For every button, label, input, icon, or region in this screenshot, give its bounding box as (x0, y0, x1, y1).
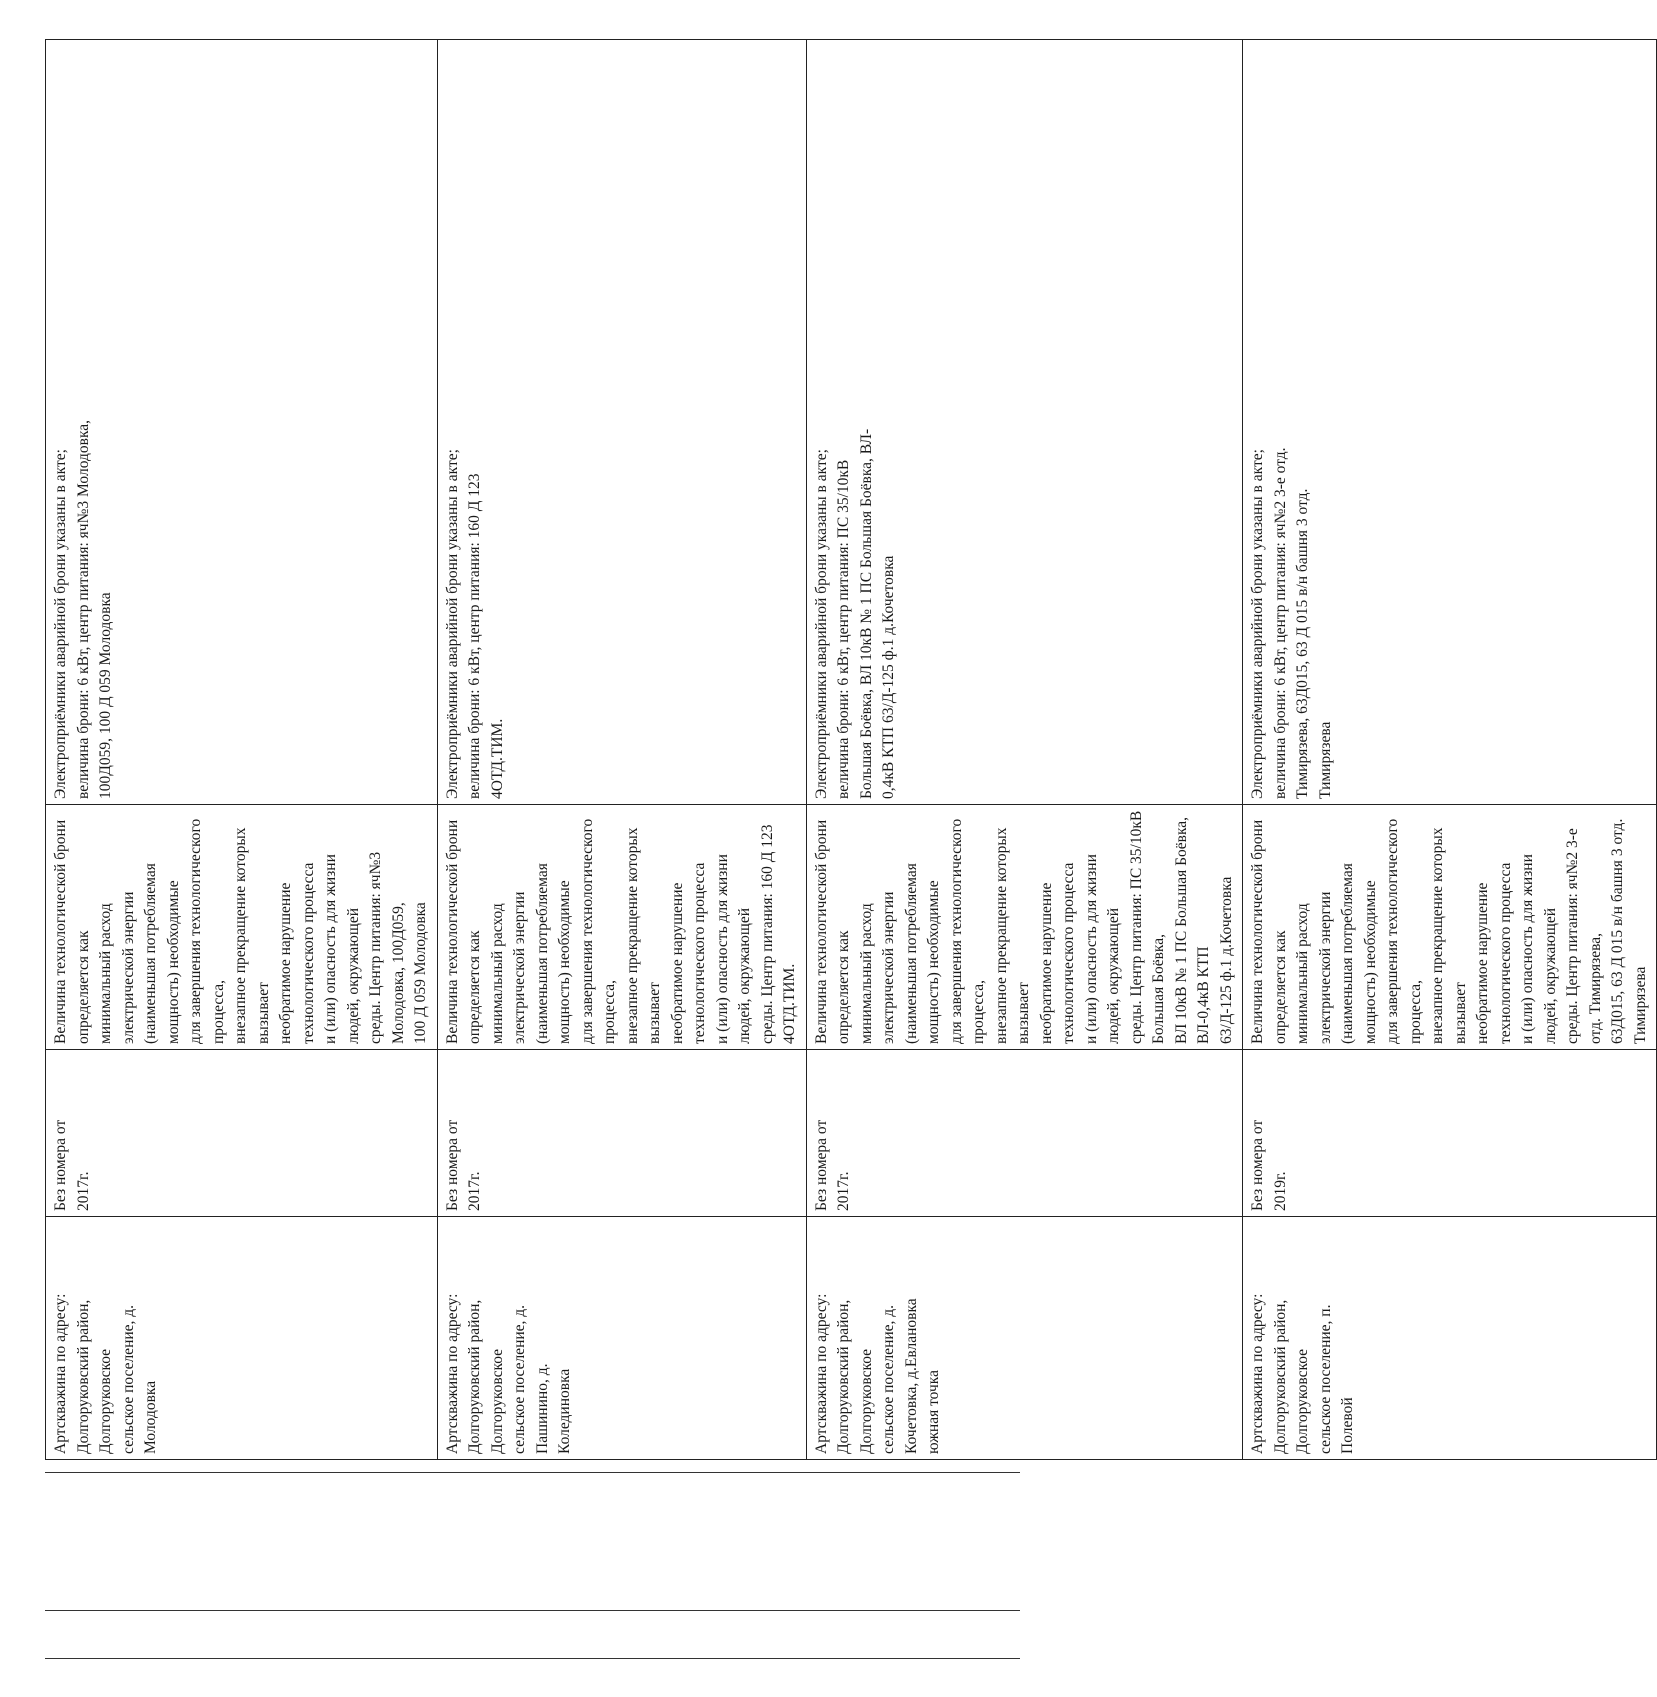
object-cell (46, 1217, 438, 1460)
emergency-reserve-text: Электроприёмники аварийной брони указаны в акте; величина брони: 6 кВт, центр питания: яч№3 Молодовка, 100Д059, 100 Д 059 Молодовка (52, 419, 114, 799)
emergency-reserve-text: Электроприёмники аварийной брони указаны в акте; величина брони: 6 кВт, центр питания: 160 Д 123 4ОТД.ТИМ. (443, 449, 506, 799)
object-text: Артскважина по адресу: Долгоруковский район, Долгоруковское сельское поселение, д. Пашинино, д. Колединовка (443, 1293, 573, 1454)
emergency-reserve-cell (1243, 40, 1657, 805)
emergency-reserve-cell (806, 40, 1243, 805)
tech-reserve-text: Величина технологической брони определяется как минимальный расход электрической энергии (наименьшая потребляемая мощность) необходимые для завершения технологического процесса, внезапное прекращение которых вызывает необратимое нарушение технологического процесса и (или) опасность для жизни людей, окружающей среды. Центр питания: ПС 35/10кВ Большая Боёвка, ВЛ 10кВ № 1 ПС Большая Боёвка, ВЛ-0,4кВ КТП 63/Д-125 ф.1 д.Кочетовка (812, 810, 1235, 1044)
emergency-reserve-text: Электроприёмники аварийной брони указаны в акте; величина брони: 6 кВт, центр питания: яч№2 3-е отд. Тимирязева, 63Д015, 63 Д 015 в/н башня 3 отд. Тимирязева (1249, 447, 1334, 799)
reserve-table (45, 39, 1657, 1460)
act-cell (806, 1050, 1243, 1217)
tech-reserve-text: Величина технологической брони определяется как минимальный расход электрической энергии (наименьшая потребляемая мощность) необходимые для завершения технологического процесса, внезапное прекращение которых вызывает необратимое нарушение технологического процесса и (или) опасность для жизни людей, окружающей среды. Центр питания: яч№3 Молодовка, 100Д059, 100 Д 059 Молодовка (52, 818, 429, 1044)
object-cell (437, 1217, 806, 1460)
horizontal-rule (45, 1658, 1020, 1659)
act-text: Без номера от 2019г. (1249, 1119, 1289, 1211)
horizontal-rule (45, 1472, 1020, 1473)
object-cell (806, 1217, 1243, 1460)
tech-reserve-text: Величина технологической брони определяется как минимальный расход электрической энергии (наименьшая потребляемая мощность) необходимые для завершения технологического процесса, внезапное прекращение которых вызывает необратимое нарушение технологического процесса и (или) опасность для жизни людей, окружающей среды. Центр питания: яч№2 3-е отд. Тимирязева, 63Д015, 63 Д 015 в/н башня 3 отд. Тимирязева (1249, 818, 1649, 1044)
emergency-reserve-cell (437, 40, 806, 805)
emergency-reserve-text: Электроприёмники аварийной брони указаны в акте; величина брони: 6 кВт, центр питания: ПС 35/10кВ Большая Боёвка, ВЛ 10кВ № 1 ПС Большая Боёвка, ВЛ- 0,4кВ КТП 63/Д-125 ф.1 д.Кочетовка (812, 428, 897, 799)
object-text: Артскважина по адресу: Долгоруковский район, Долгоруковское сельское поселение, п. Полевой (1249, 1293, 1356, 1454)
horizontal-rule (45, 1610, 1020, 1611)
tech-reserve-cell (806, 805, 1243, 1050)
table-row (806, 40, 1243, 1460)
table-row (1243, 40, 1657, 1460)
object-text: Артскважина по адресу: Долгоруковский район, Долгоруковское сельское поселение, д. Кочетовка, д.Евлановка южная точка (812, 1293, 942, 1454)
object-cell (1243, 1217, 1657, 1460)
table-row (46, 40, 438, 1460)
tech-reserve-cell (1243, 805, 1657, 1050)
table-row (437, 40, 806, 1460)
act-text: Без номера от 2017г. (443, 1119, 483, 1211)
rotated-table-container (45, 40, 1649, 1460)
object-text: Артскважина по адресу: Долгоруковский район, Долгоруковское сельское поселение, д. Молодовка (52, 1293, 159, 1454)
tech-reserve-cell (46, 805, 438, 1050)
act-cell (1243, 1050, 1657, 1217)
act-text: Без номера от 2017г. (52, 1119, 92, 1211)
act-text: Без номера от 2017г. (812, 1119, 852, 1211)
tech-reserve-cell (437, 805, 806, 1050)
act-cell (46, 1050, 438, 1217)
tech-reserve-text: Величина технологической брони определяется как минимальный расход электрической энергии (наименьшая потребляемая мощность) необходимые для завершения технологического процесса, внезапное прекращение которых вызывает необратимое нарушение технологического процесса и (или) опасность для жизни людей, окружающей среды. Центр питания: 160 Д 123 4ОТД.ТИМ. (443, 818, 798, 1044)
emergency-reserve-cell (46, 40, 438, 805)
act-cell (437, 1050, 806, 1217)
